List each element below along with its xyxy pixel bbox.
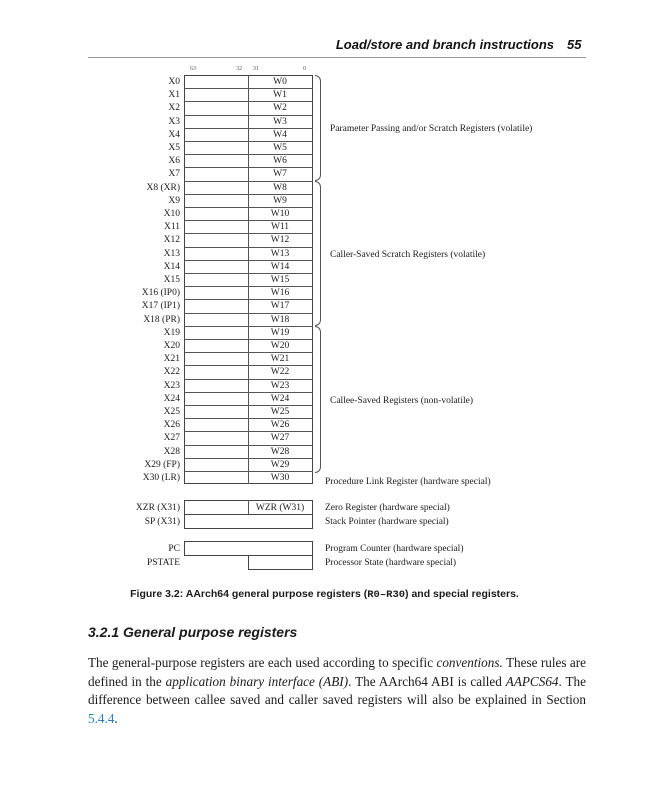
caption-suffix: ) and special registers. <box>405 588 519 600</box>
w-register-label: W5 <box>273 143 287 153</box>
body-em-aapcs64: AAPCS64 <box>505 673 559 689</box>
w-register-label: W24 <box>270 393 290 404</box>
pstate-note: Processor State (hardware special) <box>325 558 457 568</box>
bit-label-31: 31 <box>253 66 259 72</box>
register-row-divider <box>184 247 313 248</box>
w-register-label: W25 <box>270 407 290 417</box>
w-register-label: W27 <box>270 433 290 444</box>
body-em-abi: application binary interface (ABI) <box>165 673 349 689</box>
brace-callee-saved <box>315 326 321 473</box>
group-label-caller-saved: Caller-Saved Scratch Registers (volatile) <box>330 250 486 260</box>
body-paragraph <box>88 654 586 728</box>
w-register-label: W8 <box>273 182 287 193</box>
body-text-3: . The AArch64 ABI is called <box>348 673 506 689</box>
w-register-label: W21 <box>270 354 290 365</box>
pstate-label: PSTATE <box>146 558 180 568</box>
xzr-note: Zero Register (hardware special) <box>325 503 450 513</box>
x-register-label: X19 <box>163 327 180 338</box>
w-register-label: W2 <box>273 103 287 114</box>
section-heading: 3.2.1 General purpose registers <box>88 624 298 640</box>
register-row-divider <box>184 286 313 287</box>
figure-caption <box>0 588 649 601</box>
x-register-label: X30 (LR) <box>142 473 180 483</box>
x-register-label: X23 <box>163 380 180 391</box>
pc-note: Program Counter (hardware special) <box>325 544 464 554</box>
w-register-label: W29 <box>270 459 290 470</box>
register-row-divider <box>184 167 313 168</box>
w-register-label: W9 <box>273 195 287 206</box>
body-em-conventions: conventions. <box>436 655 503 670</box>
x-register-label: X16 (IP0) <box>141 288 180 299</box>
group-label-callee-saved: Callee-Saved Registers (non-volatile) <box>330 396 473 406</box>
x-register-label: X1 <box>168 90 180 101</box>
w-register-label: W1 <box>273 90 287 101</box>
register-row-divider <box>184 128 313 129</box>
bit-label-32: 32 <box>236 66 242 72</box>
group-label-parameter: Parameter Passing and/or Scratch Registers (volatile) <box>330 124 533 134</box>
w-register-label: W12 <box>270 235 290 246</box>
w-register-label: W26 <box>270 420 290 431</box>
register-row-divider <box>184 299 313 300</box>
header-rule <box>88 57 586 58</box>
register-row-divider <box>184 260 313 261</box>
x-register-label: X11 <box>163 222 180 233</box>
w-register-label: W18 <box>270 314 290 325</box>
x-register-label: X20 <box>163 341 180 351</box>
w-register-label: W13 <box>270 248 290 259</box>
x-register-label: X26 <box>163 420 180 431</box>
register-row-divider <box>184 405 313 406</box>
brace-caller-saved <box>315 181 321 326</box>
body-text-4: . The difference between callee saved and caller saved registers will also be explained in Section <box>88 673 586 707</box>
sp-box <box>184 514 313 529</box>
w-register-label: W19 <box>270 327 290 338</box>
register-row-divider <box>184 431 313 432</box>
register-row-divider <box>184 194 313 195</box>
w-register-label: W20 <box>270 341 290 351</box>
x-register-label: X9 <box>168 195 180 206</box>
w-register-label: W10 <box>270 209 290 219</box>
x-register-label: X29 (FP) <box>144 459 180 470</box>
register-row-divider <box>184 220 313 221</box>
register-row-divider <box>184 445 313 446</box>
pc-box <box>184 541 313 556</box>
w-register-label: W30 <box>270 473 290 483</box>
w-register-label: W7 <box>273 169 287 180</box>
section-link-5-4-4[interactable]: 5.4.4 <box>88 710 115 726</box>
brace-parameter <box>315 75 321 181</box>
register-row-divider <box>184 88 313 89</box>
body-text-1: The general-purpose registers are each used according to specific <box>88 655 437 670</box>
sp-label: SP (X31) <box>144 517 180 527</box>
running-header-title: Load/store and branch instructions <box>335 37 554 52</box>
register-row-divider <box>184 273 313 274</box>
x-register-label: X22 <box>163 367 180 378</box>
body-text-2: These rules are defined in the <box>88 655 586 689</box>
x-register-label: X0 <box>168 77 180 87</box>
x-register-label: X24 <box>163 393 180 404</box>
wzr-label: WZR (W31) <box>255 503 305 513</box>
x-register-label: X8 (XR) <box>146 182 180 193</box>
w-register-label: W22 <box>270 367 290 378</box>
register-row-divider <box>184 379 313 380</box>
x-register-label: X5 <box>168 143 180 153</box>
register-row-divider <box>184 154 313 155</box>
w-register-label: W3 <box>273 116 287 127</box>
x-register-label: X14 <box>163 261 180 272</box>
w-register-label: W6 <box>273 156 287 167</box>
pstate-box <box>248 555 313 570</box>
x-register-label: X25 <box>163 407 180 417</box>
register-row-divider <box>184 392 313 393</box>
w-register-label: W4 <box>273 129 287 140</box>
x-register-label: X21 <box>163 354 180 365</box>
sp-note: Stack Pointer (hardware special) <box>325 517 449 527</box>
x-register-label: X18 (PR) <box>143 314 180 325</box>
x-register-label: X2 <box>168 103 180 114</box>
bit-label-63: 63 <box>190 66 196 72</box>
x-register-label: X13 <box>163 248 180 259</box>
bit-label-0: 0 <box>303 66 306 72</box>
w-register-label: W28 <box>270 446 290 457</box>
w-register-label: W0 <box>273 77 287 87</box>
register-row-divider <box>184 141 313 142</box>
w-register-label: W11 <box>270 222 290 233</box>
w-register-label: W15 <box>270 275 290 285</box>
register-row-divider <box>184 418 313 419</box>
register-row-divider <box>184 458 313 459</box>
register-row-divider <box>184 181 313 182</box>
w-register-label: W14 <box>270 261 290 272</box>
pc-label: PC <box>168 544 180 554</box>
register-row-divider <box>184 101 313 102</box>
x-register-label: X27 <box>163 433 180 444</box>
x-register-label: X4 <box>168 129 180 140</box>
x-register-label: X15 <box>163 275 180 285</box>
register-row-divider <box>184 326 313 327</box>
w-register-label: W23 <box>270 380 290 391</box>
register-row-divider <box>184 207 313 208</box>
lr-note: Procedure Link Register (hardware special) <box>325 477 491 487</box>
register-row-divider <box>184 313 313 314</box>
x-register-label: X7 <box>168 169 180 180</box>
x-register-label: X28 <box>163 446 180 457</box>
register-row-divider <box>184 352 313 353</box>
x-register-label: X6 <box>168 156 180 167</box>
register-row-divider <box>184 233 313 234</box>
register-row-divider <box>184 115 313 116</box>
x-register-label: X3 <box>168 116 180 127</box>
register-row-divider <box>184 365 313 366</box>
x-register-label: X10 <box>163 209 180 219</box>
w-register-label: W17 <box>270 301 290 312</box>
x-register-label: X12 <box>163 235 180 246</box>
caption-code: R0–R30 <box>367 589 406 601</box>
body-text-5: . <box>114 710 118 726</box>
caption-prefix: Figure 3.2: AArch64 general purpose registers ( <box>130 588 368 600</box>
page-number: 55 <box>567 37 582 52</box>
w-register-label: W16 <box>270 288 290 299</box>
register-row-divider <box>184 339 313 340</box>
x-register-label: X17 (IP1) <box>141 301 180 312</box>
register-row-divider <box>184 471 313 472</box>
xzr-label: XZR (X31) <box>135 503 180 513</box>
